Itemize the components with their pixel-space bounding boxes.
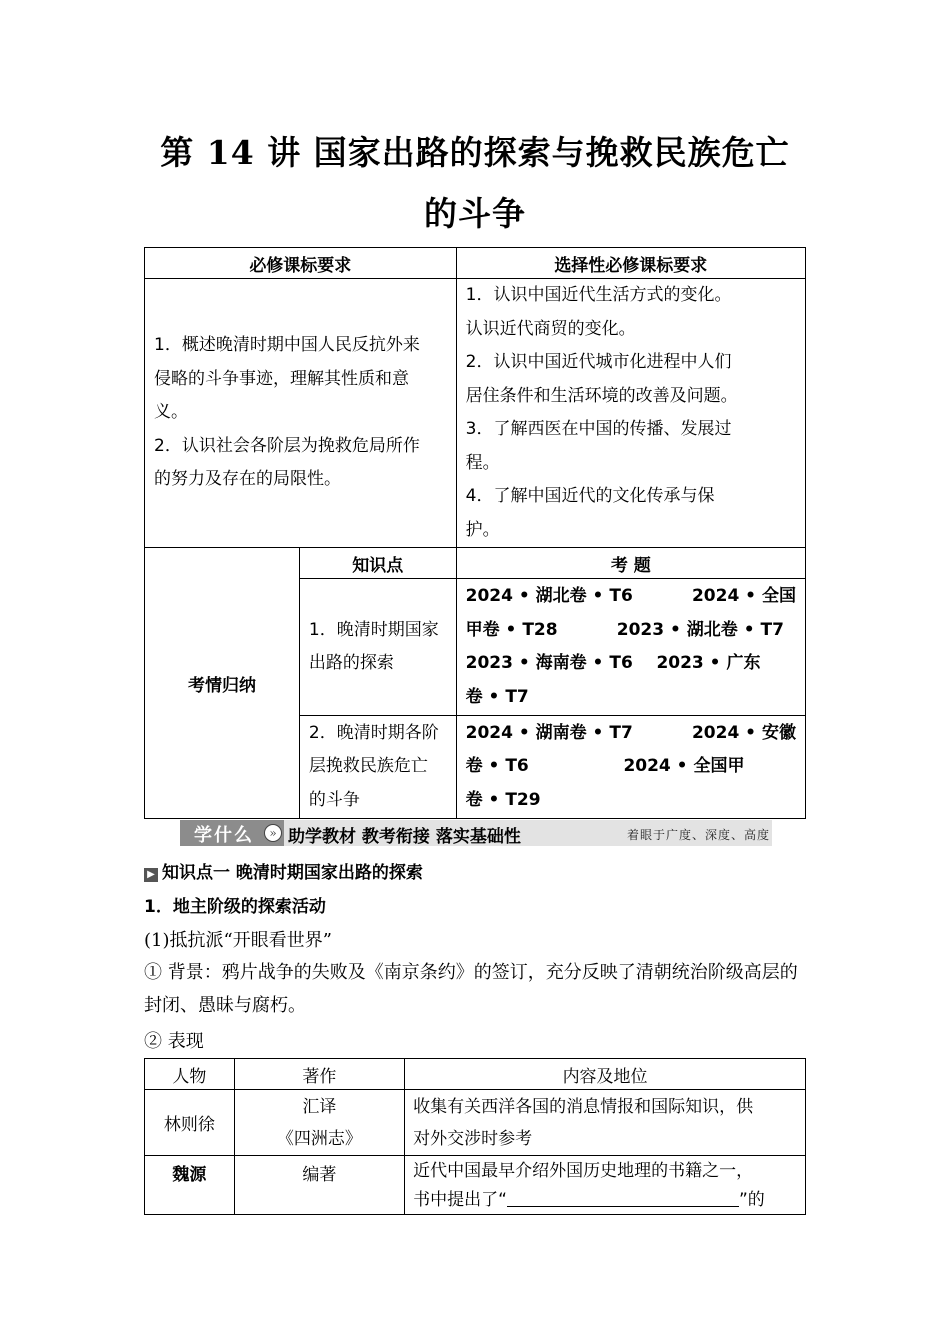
required-content: 1．概述晚清时期中国人民反抗外来 侵略的斗争事迹，理解其性质和意 义。 2．认识社会各阶层为挽救危局所作 的努力及存在的局限性。	[145, 279, 457, 548]
person-lin-zexu: 林则徐	[145, 1090, 235, 1156]
section-heading: ▶ 知识点一 晚清时期国家出路的探索	[144, 858, 810, 883]
header-work: 著作	[234, 1059, 404, 1090]
content-wei-yuan: 近代中国最早介绍外国历史地理的书籍之一， 书中提出了“ ”的	[405, 1156, 806, 1215]
page-title-continued: 的斗争	[424, 194, 526, 233]
banner-subtitle: 助学教材 教考衔接 落实基础性	[288, 827, 521, 847]
learn-what-banner	[180, 820, 772, 846]
play-icon: ▶	[144, 868, 158, 882]
content-lin-zexu: 收集有关西洋各国的消息情报和国际知识，供 对外交涉时参考	[405, 1090, 806, 1156]
page-title: 第 14 讲 国家出路的探索与挽救民族危亡	[160, 133, 790, 172]
person-wei-yuan: 魏源	[145, 1156, 235, 1215]
double-chevron-icon: »	[264, 824, 282, 842]
work-wei-yuan: 编著	[234, 1156, 404, 1215]
background-paragraph: ① 背景：鸦片战争的失败及《南京条约》的签订，充分反映了清朝统治阶级高层的封闭、愚昧与腐朽。	[144, 962, 798, 1016]
header-person: 人物	[145, 1059, 235, 1090]
performance-label: ② 表现	[144, 1031, 204, 1052]
subheading-2: (1)抵抗派“开眼看世界”	[144, 930, 332, 951]
exam-questions-1: 2024 • 湖北卷 • T6 2024 • 全国 甲卷 • T28 2023 • 湖北卷 • T7 2023 • 海南卷 • T6 2023 • 广东 卷 • T7	[456, 579, 805, 716]
exam-question-header: 考 题	[456, 548, 805, 579]
banner-note: 着眼于广度、深度、高度	[626, 828, 770, 842]
work-lin-zexu: 汇译 《四洲志》	[234, 1090, 404, 1156]
exam-questions-2: 2024 • 湖南卷 • T7 2024 • 安徽 卷 • T6 2024 • 全国甲 卷 • T29	[456, 716, 805, 819]
subheading-1: 1．地主阶级的探索活动	[144, 897, 326, 917]
header-content: 内容及地位	[405, 1059, 806, 1090]
required-header: 必修课标要求	[145, 248, 457, 279]
knowledge-point-header: 知识点	[299, 548, 456, 579]
figures-table	[144, 1058, 806, 1215]
knowledge-point-1: 1．晚清时期国家 出路的探索	[299, 579, 456, 716]
fill-blank	[507, 1188, 739, 1207]
elective-content: 1．认识中国近代生活方式的变化。 认识近代商贸的变化。 2．认识中国近代城市化进程中人们 居住条件和生活环境的改善及问题。 3．了解西医在中国的传播、发展过 程。 4．了解中国近代的文化传承与保 护。	[456, 279, 805, 548]
curriculum-table	[144, 247, 806, 819]
knowledge-point-2: 2．晚清时期各阶 层挽救民族危亡 的斗争	[299, 716, 456, 819]
elective-header: 选择性必修课标要求	[456, 248, 805, 279]
banner-label: 学什么	[194, 825, 254, 846]
exam-summary-label: 考情归纳	[145, 548, 300, 819]
